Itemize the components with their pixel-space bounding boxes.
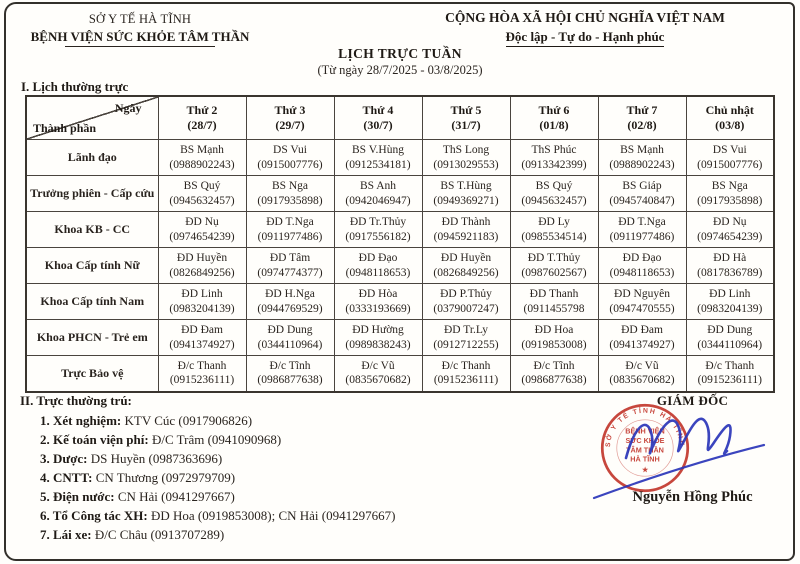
- staff-phone: (0941374927): [169, 338, 235, 351]
- staff-phone: (0915007776): [257, 158, 323, 171]
- staff-phone: (0945632457): [169, 194, 235, 207]
- stamp-line-1: BỆNH VIỆN: [625, 426, 665, 436]
- duty-cell: [158, 176, 246, 212]
- duty-cell: [598, 320, 686, 356]
- duty-cell: [158, 356, 246, 392]
- duty-cell: [510, 284, 598, 320]
- item-value: Đ/C Châu (0913707289): [94, 527, 225, 542]
- day-date: (30/7): [363, 118, 393, 132]
- day-name: Thứ 4: [362, 103, 394, 117]
- corner-label-role: Thành phần: [33, 121, 97, 135]
- duty-cell: [686, 248, 774, 284]
- day-date: (29/7): [275, 118, 305, 132]
- duty-cell: [598, 212, 686, 248]
- list-item: [40, 430, 560, 449]
- staff-name: ĐD Tr.Thủy: [349, 215, 407, 228]
- day-header-cell: [246, 96, 334, 140]
- staff-phone: (0835670682): [609, 374, 675, 387]
- list-item: [40, 449, 560, 468]
- day-date: (03/8): [715, 118, 745, 132]
- staff-phone: (0988902243): [609, 158, 675, 171]
- staff-phone: (0915236111): [169, 374, 235, 387]
- staff-phone: (0987602567): [521, 266, 587, 279]
- org-parent-name: SỞ Y TẾ HÀ TĨNH: [88, 12, 192, 26]
- staff-phone: (0911977486): [257, 230, 323, 243]
- item-label: 1. Xét nghiệm:: [40, 413, 122, 428]
- staff-name: BS Quý: [535, 179, 573, 192]
- staff-phone: (0379007247): [433, 302, 499, 315]
- duty-cell: [510, 176, 598, 212]
- staff-phone: (0945632457): [521, 194, 587, 207]
- duty-cell: [158, 212, 246, 248]
- staff-name: ThS Phúc: [531, 143, 577, 156]
- table-row: [26, 212, 774, 248]
- staff-name: ĐD Nụ: [185, 215, 219, 228]
- staff-phone: (0911977486): [609, 230, 675, 243]
- duty-cell: [510, 140, 598, 176]
- duty-cell: [422, 248, 510, 284]
- staff-phone: (0826849256): [169, 266, 235, 279]
- staff-phone: (0949369271): [433, 194, 499, 207]
- staff-name: DS Vui: [712, 143, 747, 156]
- duty-cell: [246, 248, 334, 284]
- duty-cell: [422, 140, 510, 176]
- staff-name: Đ/c Thanh: [177, 359, 227, 372]
- staff-name: Đ/c Thanh: [441, 359, 491, 372]
- table-row: [26, 356, 774, 392]
- duty-cell: [158, 248, 246, 284]
- staff-name: ĐD T.Nga: [266, 215, 314, 228]
- row-label: Lãnh đạo: [26, 140, 158, 176]
- resident-duty-list: [40, 411, 560, 544]
- staff-name: ĐD Thanh: [529, 287, 579, 300]
- item-label: 3. Dược:: [40, 451, 88, 466]
- staff-phone: (0344110964): [697, 338, 763, 351]
- staff-phone: (0912534181): [345, 158, 411, 171]
- staff-phone: (0915007776): [697, 158, 763, 171]
- staff-name: ĐD Tr.Ly: [443, 323, 489, 336]
- signature-scribble: [626, 419, 731, 458]
- staff-phone: (0941374927): [609, 338, 675, 351]
- staff-phone: (0945921183): [433, 230, 499, 243]
- day-name: Thứ 5: [450, 103, 482, 117]
- day-name: Thứ 3: [274, 103, 306, 117]
- day-name: Thứ 2: [186, 103, 218, 117]
- duty-cell: [334, 248, 422, 284]
- row-label: Trực Bảo vệ: [26, 356, 158, 392]
- section1-heading: I. Lịch thường trực: [21, 79, 129, 94]
- duty-cell: [334, 176, 422, 212]
- staff-phone: (0913342399): [521, 158, 587, 171]
- staff-name: ThS Long: [442, 143, 490, 156]
- staff-phone: (0989838243): [345, 338, 411, 351]
- row-label: Khoa PHCN - Trẻ em: [26, 320, 158, 356]
- staff-name: ĐD Nguyên: [614, 287, 670, 300]
- table-header-row: [26, 96, 774, 140]
- staff-name: ĐD Linh: [709, 287, 751, 300]
- list-item: [40, 411, 560, 430]
- staff-name: ĐD P.Thủy: [440, 287, 492, 300]
- day-header-cell: [510, 96, 598, 140]
- item-label: 7. Lái xe:: [40, 527, 92, 542]
- day-name: Thứ 6: [538, 103, 570, 117]
- date-range: (Từ ngày 28/7/2025 - 03/8/2025): [317, 63, 483, 77]
- item-value: CN Thương (0972979709): [95, 470, 236, 485]
- duty-cell: [686, 140, 774, 176]
- day-header-cell: [598, 96, 686, 140]
- duty-cell: [686, 284, 774, 320]
- staff-name: BS Nga: [271, 179, 309, 192]
- staff-phone: (0974774377): [257, 266, 323, 279]
- row-label: Trưởng phiên - Cấp cứu: [26, 176, 158, 212]
- director-title: GIÁM ĐỐC: [656, 393, 729, 408]
- duty-cell: [422, 320, 510, 356]
- duty-cell: [686, 212, 774, 248]
- day-date: (28/7): [187, 118, 217, 132]
- staff-phone: (0948118653): [609, 266, 675, 279]
- staff-phone: (0917935898): [257, 194, 323, 207]
- staff-phone: (0915236111): [433, 374, 499, 387]
- duty-cell: [246, 140, 334, 176]
- staff-name: Đ/c Tĩnh: [533, 359, 575, 372]
- staff-phone: (0826849256): [433, 266, 499, 279]
- duty-cell: [158, 320, 246, 356]
- staff-name: BS T.Hùng: [440, 179, 492, 192]
- stamp-line-2: SỨC KHỎE: [625, 435, 665, 445]
- duty-cell: [598, 140, 686, 176]
- staff-name: ĐD Hòa: [358, 287, 398, 300]
- corner-label-day: Ngày: [114, 101, 142, 115]
- staff-phone: (0948118653): [345, 266, 411, 279]
- duty-cell: [334, 212, 422, 248]
- staff-phone: (0835670682): [345, 374, 411, 387]
- staff-name: ĐD T.Nga: [618, 215, 666, 228]
- item-value: KTV Cúc (0917906826): [124, 413, 253, 428]
- duty-cell: [422, 356, 510, 392]
- star-icon: ★: [641, 466, 649, 474]
- section2-heading: II. Trực thường trú:: [20, 393, 132, 408]
- day-header-cell: [158, 96, 246, 140]
- staff-phone: (0986877638): [257, 374, 323, 387]
- staff-phone: (0974654239): [169, 230, 235, 243]
- day-name: Chủ nhật: [705, 103, 754, 117]
- list-item: [40, 468, 560, 487]
- staff-name: ĐD Huyền: [176, 251, 228, 264]
- duty-cell: [422, 284, 510, 320]
- staff-name: ĐD Nụ: [712, 215, 747, 228]
- duty-schedule-table: [25, 95, 775, 393]
- org-hospital-name: BỆNH VIỆN SỨC KHỎE TÂM THẦN: [10, 29, 270, 47]
- day-date: (31/7): [451, 118, 481, 132]
- staff-phone: (0983204139): [697, 302, 763, 315]
- item-value: ĐD Hoa (0919853008); CN Hải (0941297667): [150, 508, 396, 523]
- staff-name: ĐD Hường: [352, 323, 404, 336]
- duty-cell: [158, 140, 246, 176]
- staff-phone: (0945740847): [609, 194, 675, 207]
- day-header-cell: [686, 96, 774, 140]
- duty-cell: [158, 284, 246, 320]
- stamp-line-3: TÂM THẦN: [626, 445, 664, 455]
- staff-phone: (0912712255): [433, 338, 499, 351]
- list-item: [40, 487, 560, 506]
- staff-name: ĐD Huyền: [440, 251, 492, 264]
- org-block: [10, 12, 270, 47]
- duty-cell: [334, 284, 422, 320]
- day-name: Thứ 7: [626, 103, 658, 117]
- staff-phone: (0911455798: [523, 302, 585, 315]
- list-item: [40, 525, 560, 544]
- staff-phone: (0817836789): [697, 266, 763, 279]
- row-label: Khoa Cấp tính Nữ: [26, 248, 158, 284]
- item-value: CN Hải (0941297667): [117, 489, 235, 504]
- duty-cell: [246, 356, 334, 392]
- day-date: (01/8): [539, 118, 569, 132]
- staff-phone: (0944769529): [257, 302, 323, 315]
- director-name: Nguyễn Hồng Phúc: [632, 489, 753, 505]
- staff-name: BS Nga: [711, 179, 748, 192]
- table-row: [26, 248, 774, 284]
- staff-phone: (0913029553): [433, 158, 499, 171]
- corner-header-cell: [26, 96, 158, 140]
- table-row: [26, 284, 774, 320]
- staff-name: ĐD Dung: [267, 323, 313, 336]
- staff-phone: (0333193669): [345, 302, 411, 315]
- duty-cell: [510, 248, 598, 284]
- duty-cell: [686, 356, 774, 392]
- row-label: Khoa Cấp tính Nam: [26, 284, 158, 320]
- staff-phone: (0974654239): [697, 230, 763, 243]
- duty-cell: [686, 320, 774, 356]
- table-row: [26, 140, 774, 176]
- staff-name: Đ/c Vũ: [361, 359, 395, 372]
- staff-phone: (0915236111): [697, 374, 762, 387]
- duty-cell: [510, 356, 598, 392]
- national-title: CỘNG HÒA XÃ HỘI CHỦ NGHĨA VIỆT NAM: [445, 10, 725, 25]
- duty-cell: [246, 320, 334, 356]
- document-title: LỊCH TRỰC TUẦN: [338, 46, 462, 61]
- staff-name: Đ/c Vũ: [625, 359, 659, 372]
- staff-phone: (0986877638): [521, 374, 587, 387]
- duty-cell: [246, 176, 334, 212]
- staff-name: ĐD Hà: [713, 251, 747, 264]
- stamp-ring-text: SỞ Y TẾ TỈNH HÀ TĨNH: [604, 407, 686, 448]
- item-value: DS Huyền (0987363696): [90, 451, 223, 466]
- staff-name: ĐD Dung: [707, 323, 753, 336]
- staff-name: BS Mạnh: [180, 143, 224, 156]
- staff-name: ĐD H.Nga: [265, 287, 315, 300]
- list-item: [40, 506, 560, 525]
- item-label: 4. CNTT:: [40, 470, 93, 485]
- staff-phone: (0919853008): [521, 338, 587, 351]
- staff-phone: (0947470555): [609, 302, 675, 315]
- duty-cell: [598, 248, 686, 284]
- staff-name: ĐD Đam: [181, 323, 223, 336]
- staff-name: Đ/c Thanh: [705, 359, 755, 372]
- duty-cell: [686, 176, 774, 212]
- staff-name: ĐD T.Thủy: [527, 251, 581, 264]
- staff-name: ĐD Ly: [538, 215, 570, 228]
- staff-name: ĐD Đạo: [622, 251, 662, 264]
- duty-cell: [598, 356, 686, 392]
- item-label: 6. Tổ Công tác XH:: [40, 508, 148, 523]
- table-row: [26, 176, 774, 212]
- staff-name: ĐD Đam: [621, 323, 663, 336]
- duty-cell: [422, 212, 510, 248]
- duty-cell: [334, 356, 422, 392]
- row-label: Khoa KB - CC: [26, 212, 158, 248]
- staff-name: ĐD Hoa: [534, 323, 574, 336]
- staff-name: ĐD Thành: [441, 215, 491, 228]
- staff-name: ĐD Đạo: [358, 251, 398, 264]
- item-label: 5. Điện nước:: [40, 489, 115, 504]
- staff-phone: (0917935898): [697, 194, 763, 207]
- day-date: (02/8): [627, 118, 657, 132]
- national-header-block: [420, 10, 750, 47]
- table-row: [26, 320, 774, 356]
- staff-name: Đ/c Tĩnh: [269, 359, 311, 372]
- stamp-line-4: HÀ TĨNH: [630, 454, 660, 464]
- duty-cell: [246, 212, 334, 248]
- staff-name: BS Giáp: [622, 179, 662, 192]
- duty-cell: [510, 212, 598, 248]
- staff-name: ĐD Tâm: [269, 251, 311, 264]
- staff-phone: (0983204139): [169, 302, 235, 315]
- staff-name: BS Anh: [359, 179, 397, 192]
- day-header-cell: [334, 96, 422, 140]
- staff-name: DS Vui: [273, 143, 307, 156]
- item-value: Đ/C Trâm (0941090968): [151, 432, 282, 447]
- staff-phone: (0344110964): [257, 338, 323, 351]
- staff-phone: (0988902243): [169, 158, 235, 171]
- duty-cell: [598, 176, 686, 212]
- staff-phone: (0942046947): [345, 194, 411, 207]
- staff-phone: (0985534514): [521, 230, 587, 243]
- duty-cell: [510, 320, 598, 356]
- national-motto: Độc lập - Tự do - Hạnh phúc: [420, 29, 750, 47]
- staff-name: BS V.Hùng: [352, 143, 404, 156]
- duty-cell: [246, 284, 334, 320]
- staff-name: BS Quý: [183, 179, 221, 192]
- staff-name: ĐD Linh: [181, 287, 223, 300]
- day-header-cell: [422, 96, 510, 140]
- duty-cell: [334, 320, 422, 356]
- item-label: 2. Kế toán viện phí:: [40, 432, 149, 447]
- staff-phone: (0917556182): [345, 230, 411, 243]
- duty-cell: [422, 176, 510, 212]
- staff-name: BS Mạnh: [620, 143, 664, 156]
- duty-cell: [334, 140, 422, 176]
- duty-cell: [598, 284, 686, 320]
